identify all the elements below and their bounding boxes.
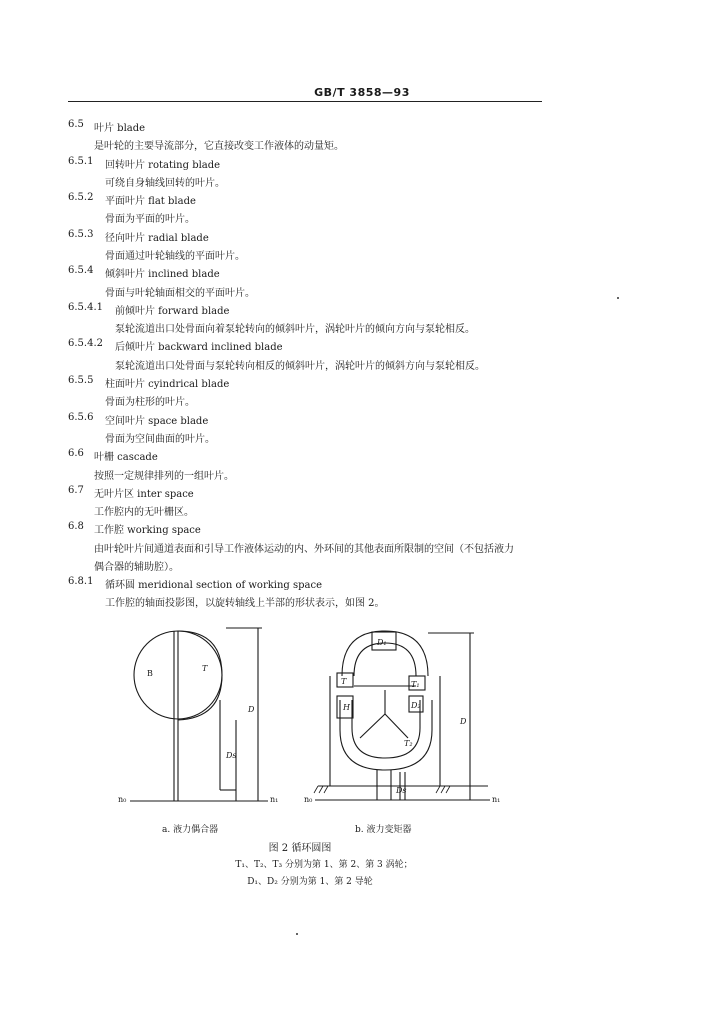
label-D: D: [248, 705, 255, 714]
entry-term: 工作腔 working space: [94, 525, 201, 536]
entry-definition: 是叶轮的主要导流部分，它直接改变工作液体的动量矩。: [94, 141, 344, 152]
entry-definition: 泵轮流道出口处骨面与泵轮转向相反的倾斜叶片，涡轮叶片的倾斜方向与泵轮相反。: [115, 361, 485, 372]
entry-term: 倾斜叶片 inclined blade: [105, 269, 220, 280]
entry-term: 柱面叶片 cyindrical blade: [105, 379, 230, 390]
torus-outer-bottom: [340, 700, 432, 770]
label-axis-n0: n₀: [118, 795, 127, 804]
coupling-diagram: [130, 628, 268, 801]
entry-term: 径向叶片 radial blade: [105, 233, 209, 244]
label-T1: T₁: [411, 680, 420, 689]
entry-definition: 可绕自身轴线回转的叶片。: [105, 178, 225, 189]
entry-number: 6.5.4.2: [68, 338, 103, 349]
entry-number: 6.8.1: [68, 576, 94, 587]
entry-number: 6.5.4.1: [68, 302, 103, 313]
label-axis-n1-b: n₁: [492, 795, 501, 804]
converter-diagram: [315, 631, 490, 800]
entry-number: 6.5.2: [68, 192, 94, 203]
entry-term: 叶栅 cascade: [94, 452, 158, 463]
figure-title: 图 2 循环圆图: [268, 843, 332, 854]
torus-inner-top: [354, 643, 416, 676]
entry-term: 无叶片区 inter space: [94, 489, 194, 500]
label-axis-n1: n₁: [270, 795, 279, 804]
page-header: GB/T 3858—93: [314, 86, 410, 99]
entry-number: 6.5.4: [68, 265, 94, 276]
scan-speck: [296, 933, 298, 935]
entry-definition: 泵轮流道出口处骨面向着泵轮转向的倾斜叶片，涡轮叶片的倾向方向与泵轮相反。: [115, 324, 475, 335]
entry-number: 6.5.3: [68, 229, 94, 240]
inner-blade-left: [360, 714, 385, 738]
entry-number: 6.5.6: [68, 412, 94, 423]
figure-note-turbines: T₁、T₂、T₃ 分别为第 1、第 2、第 3 涡轮；: [235, 860, 413, 870]
label-T-b: T: [341, 677, 347, 686]
label-Ds: Ds: [226, 751, 237, 760]
label-Ds-b: Ds: [396, 786, 407, 795]
label-D-b: D: [460, 717, 467, 726]
entry-term: 空间叶片 space blade: [105, 416, 209, 427]
label-axis-n0-b: n₀: [304, 795, 313, 804]
entry-term: 平面叶片 flat blade: [105, 196, 196, 207]
entry-definition: 偶合器的辅助腔）。: [94, 562, 179, 573]
entry-number: 6.5.5: [68, 375, 94, 386]
entry-definition: 骨面为空间曲面的叶片。: [105, 434, 215, 445]
label-D2: D₂: [411, 701, 421, 710]
entry-definition: 按照一定规律排列的一组叶片。: [94, 471, 234, 482]
torus-inner-bottom: [352, 700, 420, 758]
label-B: B: [147, 669, 153, 678]
label-H: H: [343, 703, 350, 712]
entry-definition: 骨面为平面的叶片。: [105, 214, 195, 225]
entry-definition: 工作腔的轴面投影图，以旋转轴线上半部的形状表示，如图 2。: [105, 598, 385, 609]
entry-definition: 骨面为柱形的叶片。: [105, 397, 195, 408]
entry-definition: 由叶轮叶片间通道表面和引导工作液体运动的内、外环间的其他表面所限制的空间（不包括液力: [94, 544, 514, 555]
entry-term: 叶片 blade: [94, 123, 146, 134]
label-D1: D₁: [377, 638, 387, 647]
label-T: T: [202, 664, 208, 673]
figure-note-stators: D₁、D₂ 分别为第 1、第 2 导轮: [247, 877, 373, 887]
entry-term: 前倾叶片 forward blade: [115, 306, 230, 317]
subfigure-a-caption: a. 液力偶合器: [162, 825, 219, 835]
entry-number: 6.6: [68, 448, 84, 459]
entry-number: 6.5.1: [68, 156, 94, 167]
entry-term: 回转叶片 rotating blade: [105, 160, 221, 171]
ground-hatching: [314, 786, 450, 793]
entry-term: 后倾叶片 backward inclined blade: [115, 342, 283, 353]
entry-number: 6.8: [68, 521, 84, 532]
entry-number: 6.7: [68, 485, 84, 496]
label-T2: T₂: [404, 739, 413, 748]
entry-definition: 骨面通过叶轮轴线的平面叶片。: [105, 251, 245, 262]
inner-blade-right: [385, 714, 408, 738]
entry-term: 循环圆 meridional section of working space: [105, 580, 323, 591]
entry-number: 6.5: [68, 119, 84, 130]
subfigure-b-caption: b. 液力变矩器: [355, 825, 412, 835]
turbine-outline: [178, 631, 222, 720]
scan-speck: [617, 297, 619, 299]
entry-definition: 骨面与叶轮轴面相交的平面叶片。: [105, 288, 255, 299]
entry-definition: 工作腔内的无叶栅区。: [94, 507, 194, 518]
